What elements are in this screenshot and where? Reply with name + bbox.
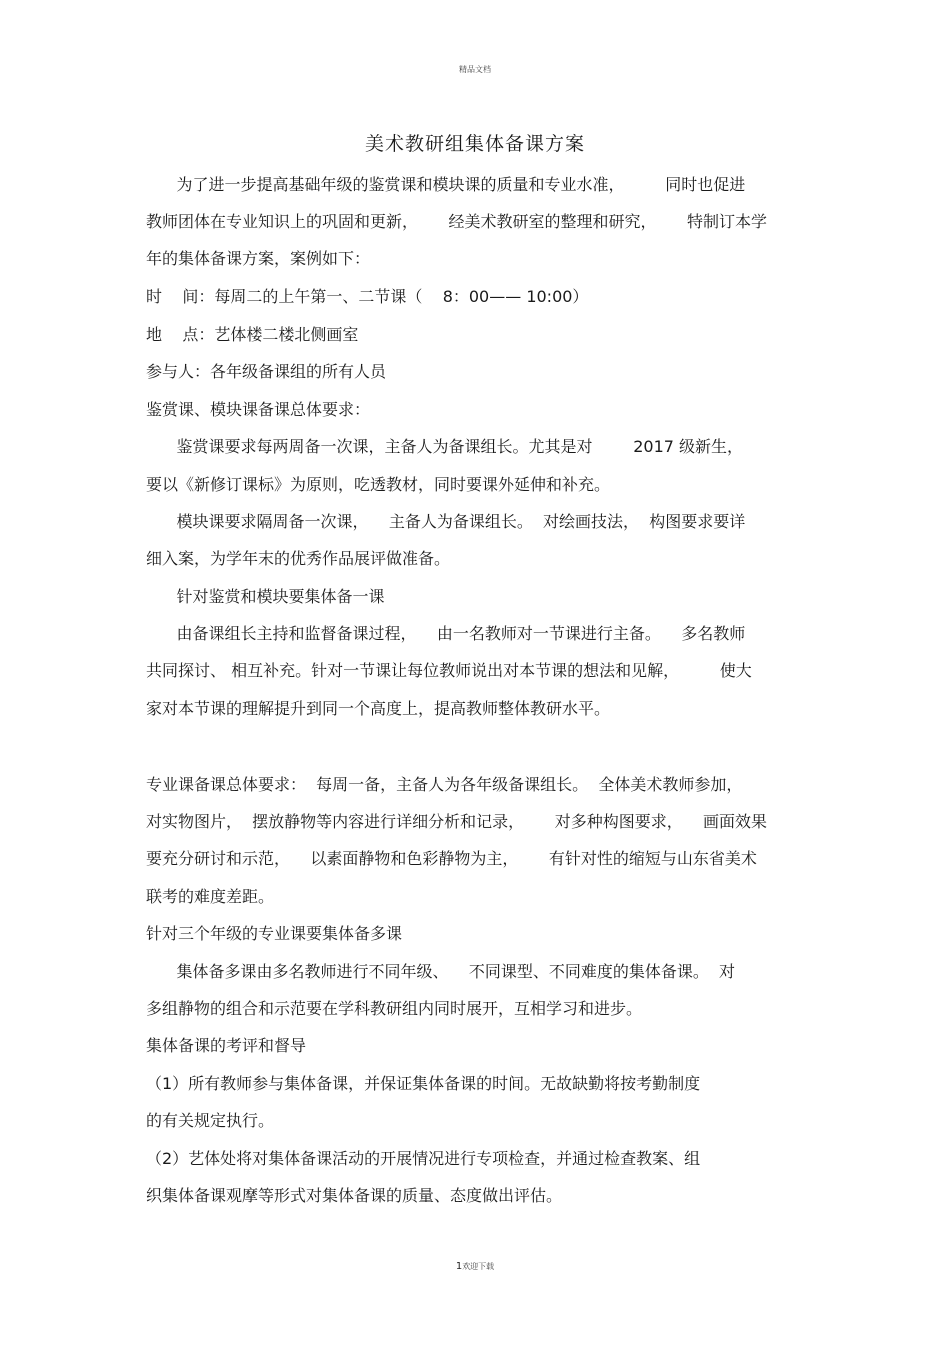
time-line: 时 间：每周二的上午第一、二节课（ 8：00—— 10:00）: [146, 287, 589, 306]
paragraph-line: 要以《新修订课标》为原则，吃透教材，同时要课外延伸和补充。: [146, 475, 611, 494]
list-item-line: 织集体备课观摩等形式对集体备课的质量、态度做出评估。: [146, 1186, 563, 1205]
document-title: 美术教研组集体备课方案: [364, 133, 585, 155]
subheading-line: 针对三个年级的专业课要集体备多课: [146, 924, 403, 943]
list-item-line: 的有关规定执行。: [146, 1111, 275, 1130]
page-footer: [0, 1261, 950, 1272]
footer-note: 欢迎下载: [462, 1262, 495, 1271]
paragraph-line: 共同探讨、 相互补充。针对一节课让每位教师说出对本节课的想法和见解， 使大: [146, 661, 752, 680]
paragraph-line: 年的集体备课方案，案例如下：: [146, 249, 371, 268]
paragraph-line: 为了进一步提高基础年级的鉴赏课和模块课的质量和专业水准， 同时也促进: [146, 175, 746, 194]
paragraph-line: 集体备多课由多名教师进行不同年级、 不同课型、不同难度的集体备课。 对: [146, 962, 736, 981]
participants-line: 参与人：各年级备课组的所有人员: [146, 362, 387, 381]
paragraph-line: 要充分研讨和示范， 以素面静物和色彩静物为主， 有针对性的缩短与山东省美术: [146, 849, 757, 868]
paragraph-line: 由备课组长主持和监督备课过程， 由一名教师对一节课进行主备。 多名教师: [146, 624, 746, 643]
section-heading: 鉴赏课、模块课备课总体要求：: [146, 400, 371, 419]
subheading-line: 针对鉴赏和模块要集体备一课: [146, 587, 385, 606]
section-heading: 专业课备课总体要求： 每周一备，主备人为各年级备课组长。 全体美术教师参加，: [146, 775, 743, 794]
paragraph-line: 教师团体在专业知识上的巩固和更新， 经美术教研室的整理和研究， 特制订本学: [146, 212, 768, 231]
paragraph-line: 模块课要求隔周备一次课， 主备人为备课组长。 对绘画技法， 构图要求要详: [146, 512, 746, 531]
page-header-note: 精品文档: [459, 65, 491, 74]
paragraph-line: 对实物图片， 摆放静物等内容进行详细分析和记录， 对多种构图要求， 画面效果: [146, 812, 768, 831]
list-item-line: （1）所有教师参与集体备课，并保证集体备课的时间。无故缺勤将按考勤制度: [146, 1074, 701, 1093]
paragraph-line: 联考的难度差距。: [146, 887, 275, 906]
paragraph-line: 多组静物的组合和示范要在学科教研组内同时展开，互相学习和进步。: [146, 999, 643, 1018]
location-line: 地 点：艺体楼二楼北侧画室: [146, 325, 359, 344]
paragraph-line: 鉴赏课要求每两周备一次课，主备人为备课组长。尤其是对 2017 级新生，: [146, 437, 744, 456]
list-item-line: （2）艺体处将对集体备课活动的开展情况进行专项检查，并通过检查教案、组: [146, 1149, 701, 1168]
paragraph-line: 家对本节课的理解提升到同一个高度上，提高教师整体教研水平。: [146, 699, 611, 718]
page-number: 1: [455, 1261, 463, 1272]
section-heading: 集体备课的考评和督导: [146, 1036, 307, 1055]
paragraph-line: 细入案，为学年末的优秀作品展评做准备。: [146, 549, 451, 568]
